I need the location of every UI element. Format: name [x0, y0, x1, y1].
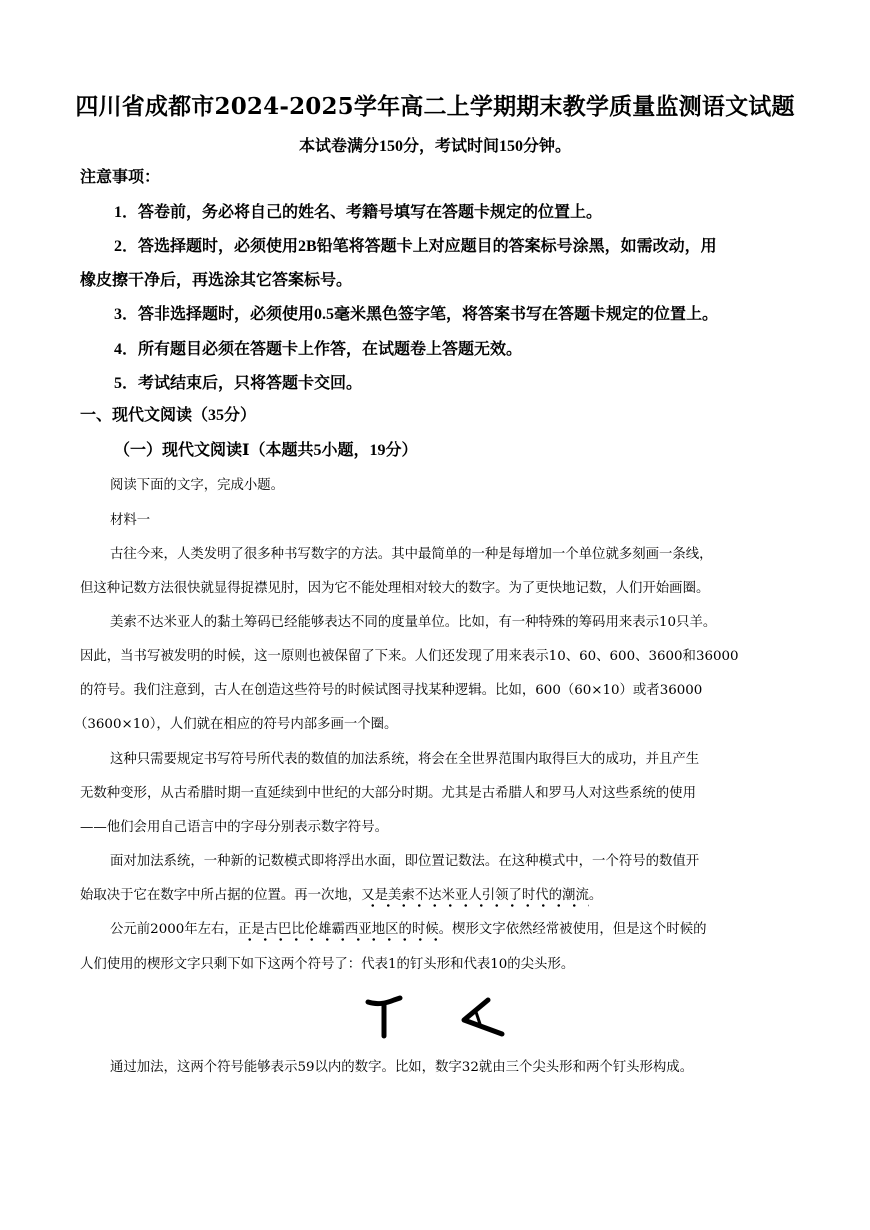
body-line: 面对加法系统，一种新的记数模式即将浮出水面，即位置记数法。在这种模式中，一个符号的数值开 — [110, 854, 700, 869]
body-line: （3600×10），人们就在相应的符号内部多画一个圈。 — [74, 717, 398, 732]
wedge-icon — [464, 1000, 502, 1034]
nail-head-icon — [368, 998, 400, 1036]
exam-subtitle: 本试卷满分150分，考试时间150分钟。 — [298, 138, 571, 155]
body-line: ——他们会用自己语言中的字母分别表示数字符号。 — [80, 820, 388, 835]
text-run: 始取决于它在数字中所占据的位置。再一次地， — [80, 888, 362, 903]
body-line — [80, 887, 602, 905]
emphasis-dotted-text: 又是美索不达米亚人引领了时代的潮流 — [361, 888, 589, 908]
text-run: 公元前2000年左右， — [110, 922, 238, 937]
subsection-heading: （一）现代文阅读Ⅰ（本题共5小题，19分） — [114, 442, 418, 459]
emphasis-dotted-text: 正是古巴比伦雄霸西亚地区的时候 — [238, 922, 439, 942]
body-line: 通过加法，这两个符号能够表示59以内的数字。比如，数字32就由三个尖头形和两个钉头形构成。 — [110, 1060, 694, 1075]
body-line: 美索不达米亚人的黏土筹码已经能够表达不同的度量单位。比如，有一种特殊的筹码用来表示10只羊。 — [110, 615, 717, 630]
body-line: 因此，当书写被发明的时候，这一原则也被保留了下来。人们还发现了用来表示10、60、600、3600和36000 — [80, 649, 739, 664]
body-line: 古往今来，人类发明了很多种书写数字的方法。其中最简单的一种是每增加一个单位就多刻画一条线， — [110, 547, 713, 562]
body-line — [110, 921, 706, 939]
notice-item: 2．答选择题时，必须使用2B铅笔将答题卡上对应题目的答案标号涂黑，如需改动，用 — [114, 238, 717, 255]
notice-heading: 注意事项： — [80, 169, 161, 186]
material-label: 材料一 — [110, 513, 151, 528]
text-run: 。楔形文字依然经常被使用，但是这个时候的 — [438, 922, 707, 937]
body-line: 但这种记数方法很快就显得捉襟见肘，因为它不能处理相对较大的数字。为了更快地记数，人们开始画圈。 — [80, 581, 710, 596]
notice-item: 1．答卷前，务必将自己的姓名、考籍号填写在答题卡规定的位置上。 — [114, 204, 603, 221]
notice-item-continued: 橡皮擦干净后，再选涂其它答案标号。 — [80, 272, 353, 289]
body-line: 这种只需要规定书写符号所代表的数值的加法系统，将会在全世界范围内取得巨大的成功，并且产生 — [110, 752, 700, 767]
reading-instruction: 阅读下面的文字，完成小题。 — [110, 478, 285, 493]
text-run: 。 — [588, 888, 603, 903]
body-line: 无数种变形，从古希腊时期一直延续到中世纪的大部分时期。尤其是古希腊人和罗马人对这些系统的使用 — [80, 786, 696, 801]
section-heading: 一、现代文阅读（35分） — [80, 407, 257, 424]
notice-item: 5．考试结束后，只将答题卡交回。 — [114, 375, 363, 392]
body-line: 人们使用的楔形文字只剩下如下这两个符号了：代表1的钉头形和代表10的尖头形。 — [80, 957, 575, 972]
page-title: 四川省成都市2024-2025学年高二上学期期末教学质量监测语文试题 — [75, 93, 795, 120]
body-line: 的符号。我们注意到，古人在创造这些符号的时候试图寻找某种逻辑。比如，600（60×10）或者36000 — [80, 683, 703, 698]
notice-item: 3．答非选择题时，必须使用0.5毫米黑色签字笔，将答案书写在答题卡规定的位置上。 — [114, 306, 719, 323]
notice-item: 4．所有题目必须在答题卡上作答，在试题卷上答题无效。 — [114, 341, 523, 358]
cuneiform-symbols-figure — [364, 994, 514, 1044]
